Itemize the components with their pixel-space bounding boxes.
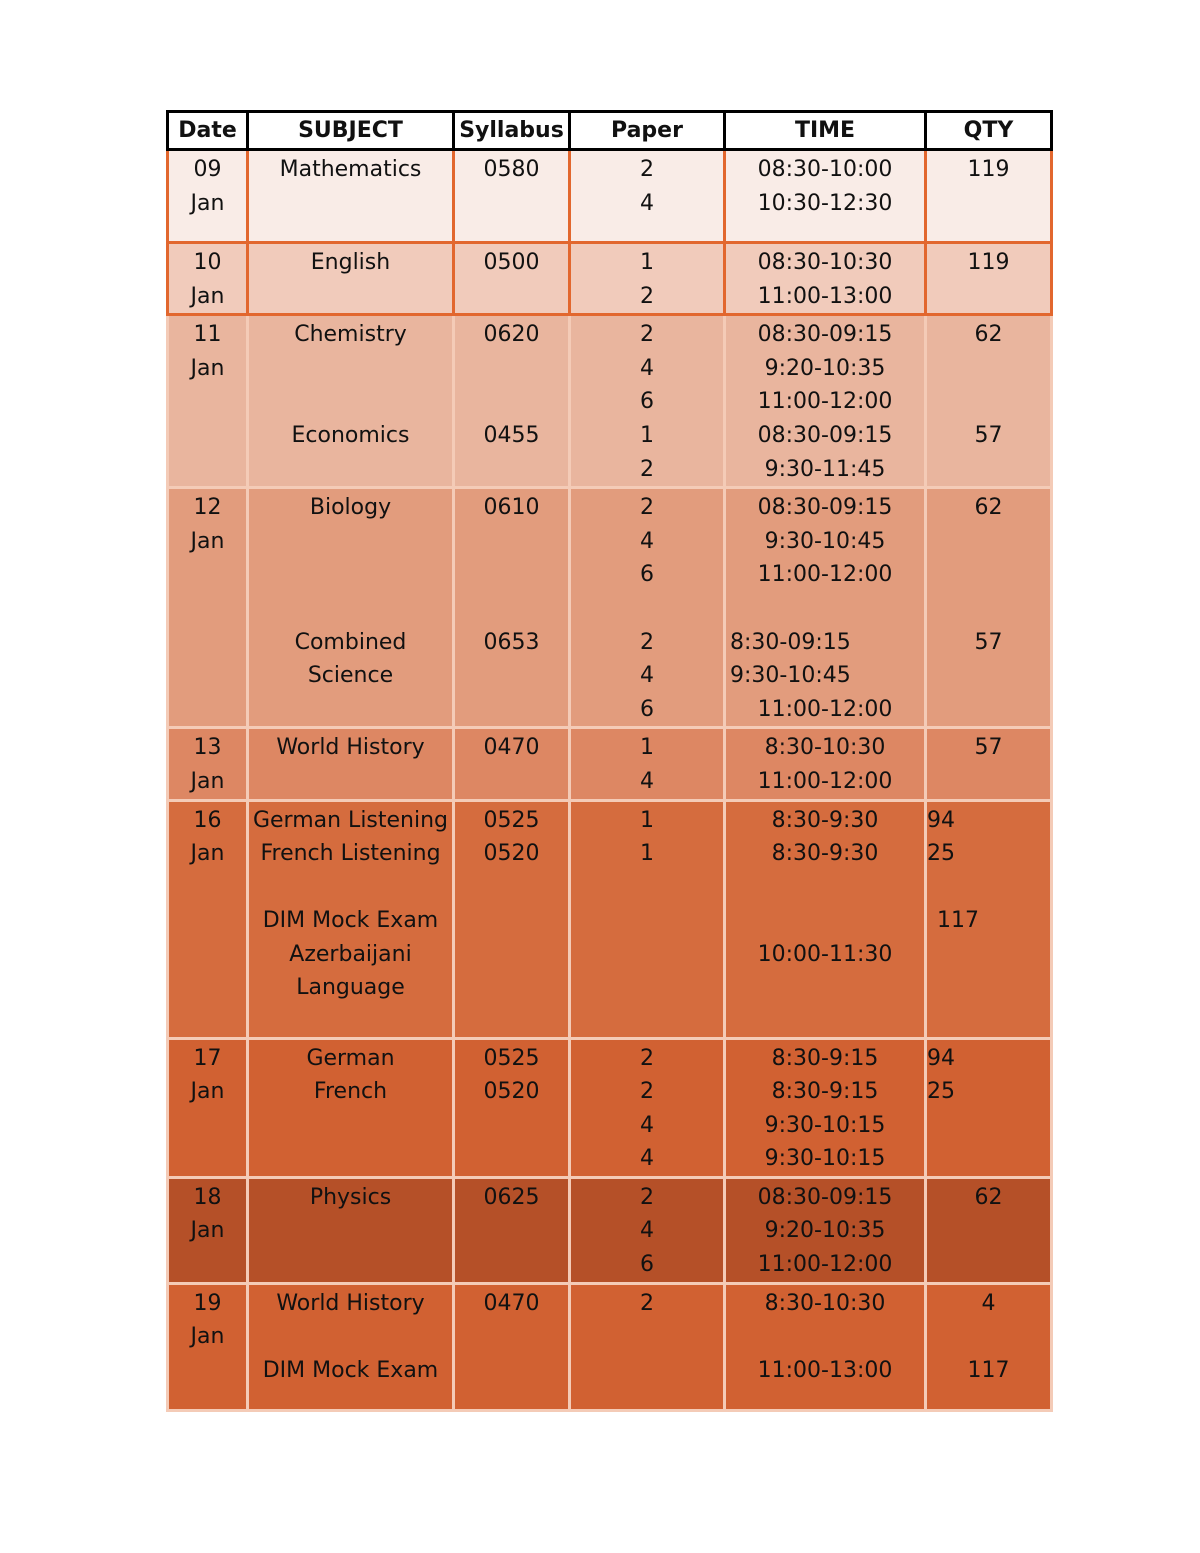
subject-line: German Listening xyxy=(252,807,449,833)
subject-line: Science xyxy=(307,663,394,689)
qty-line: 57 xyxy=(974,422,1003,448)
time-cell xyxy=(725,1283,926,1410)
syllabus-cell xyxy=(454,243,570,315)
date-cell xyxy=(168,728,248,800)
subject-cell xyxy=(248,800,454,1038)
time-line: 08:30-09:15 xyxy=(757,422,893,448)
subject-line: DIM Mock Exam xyxy=(262,908,439,934)
qty-line: 119 xyxy=(967,157,1010,182)
subject-line: French Listening xyxy=(260,841,441,867)
syllabus-line: 0620 xyxy=(483,322,540,348)
qty-line: 25 xyxy=(927,841,955,867)
subject-line: Physics xyxy=(309,1184,392,1210)
date-line: Jan xyxy=(190,768,225,794)
time-line: 11:00-13:00 xyxy=(757,1357,893,1383)
paper-line: 6 xyxy=(640,1252,654,1278)
syllabus-line: 0470 xyxy=(483,1290,540,1316)
paper-line: 4 xyxy=(640,1218,654,1244)
syllabus-line: 0500 xyxy=(483,250,540,275)
qty-line: 57 xyxy=(974,735,1003,761)
syllabus-line xyxy=(455,352,568,386)
qty-line: 94 xyxy=(927,807,955,833)
subject-cell xyxy=(248,728,454,800)
time-line: 8:30-10:30 xyxy=(764,1290,886,1316)
time-line: 10:00-11:30 xyxy=(757,941,893,967)
paper-line: 6 xyxy=(640,562,654,588)
syllabus-cell xyxy=(454,488,570,728)
qty-line: 25 xyxy=(927,1079,955,1105)
time-line: 11:00-12:00 xyxy=(757,696,893,722)
qty-line xyxy=(927,871,1050,905)
exam-schedule-table xyxy=(166,110,1053,1412)
date-line: Jan xyxy=(190,283,225,309)
subject-line: Language xyxy=(296,975,405,1001)
subject-line xyxy=(249,352,452,386)
schedule-row xyxy=(168,728,1052,800)
schedule-row xyxy=(168,315,1052,488)
syllabus-line xyxy=(455,592,568,626)
subject-line: German xyxy=(306,1045,395,1071)
time-line: 9:30-10:15 xyxy=(764,1146,886,1172)
subject-cell xyxy=(248,243,454,315)
schedule-body xyxy=(168,150,1052,1411)
header-row xyxy=(168,112,1052,150)
header-subject: SUBJECT xyxy=(248,112,454,150)
paper-line: 2 xyxy=(640,322,654,348)
date-line: Jan xyxy=(190,190,225,216)
syllabus-line: 0520 xyxy=(483,841,540,867)
paper-line: 4 xyxy=(640,768,654,794)
date-cell xyxy=(168,488,248,728)
subject-cell xyxy=(248,315,454,488)
syllabus-cell xyxy=(454,728,570,800)
schedule-row xyxy=(168,488,1052,728)
subject-line: Economics xyxy=(291,422,410,448)
header-syllabus: Syllabus xyxy=(454,112,570,150)
time-line: 8:30-9:15 xyxy=(771,1079,879,1105)
paper-line: 2 xyxy=(640,1045,654,1071)
time-line: 10:30-12:30 xyxy=(757,190,893,216)
time-line: 8:30-9:30 xyxy=(771,807,879,833)
time-line: 11:00-12:00 xyxy=(757,389,893,415)
paper-line: 4 xyxy=(640,663,654,689)
header-qty: QTY xyxy=(926,112,1052,150)
syllabus-cell xyxy=(454,150,570,243)
paper-cell xyxy=(570,800,725,1038)
subject-cell xyxy=(248,1177,454,1283)
paper-line: 2 xyxy=(640,495,654,521)
syllabus-cell xyxy=(454,1177,570,1283)
subject-cell xyxy=(248,1283,454,1410)
time-line: 8:30-9:30 xyxy=(771,841,879,867)
qty-cell xyxy=(926,800,1052,1038)
header-time: TIME xyxy=(725,112,926,150)
subject-line xyxy=(249,1320,452,1354)
subject-cell xyxy=(248,150,454,243)
paper-line: 1 xyxy=(640,250,654,275)
schedule-row xyxy=(168,1283,1052,1410)
time-line xyxy=(726,1320,924,1354)
paper-line: 1 xyxy=(640,807,654,833)
qty-line xyxy=(927,525,1050,559)
syllabus-line: 0610 xyxy=(483,495,540,521)
time-line xyxy=(726,904,924,938)
qty-line xyxy=(927,592,1050,626)
subject-line xyxy=(249,558,452,592)
syllabus-line: 0455 xyxy=(483,422,540,448)
time-cell xyxy=(725,728,926,800)
subject-line xyxy=(249,525,452,559)
paper-line: 2 xyxy=(640,456,654,482)
qty-line xyxy=(927,385,1050,419)
schedule-row xyxy=(168,1038,1052,1177)
paper-line: 2 xyxy=(640,283,654,309)
date-line: 12 xyxy=(193,495,222,521)
qty-line: 62 xyxy=(974,322,1003,348)
paper-line: 4 xyxy=(640,190,654,216)
qty-line: 4 xyxy=(981,1290,996,1316)
qty-line: 117 xyxy=(937,908,979,934)
paper-cell xyxy=(570,150,725,243)
qty-line xyxy=(927,1320,1050,1354)
subject-line xyxy=(249,592,452,626)
qty-cell xyxy=(926,728,1052,800)
qty-line xyxy=(927,558,1050,592)
date-line: Jan xyxy=(190,841,225,867)
paper-line: 2 xyxy=(640,629,654,655)
date-line: 19 xyxy=(193,1290,222,1316)
time-line: 9:30-11:45 xyxy=(764,456,886,482)
subject-line xyxy=(249,871,452,905)
syllabus-line xyxy=(455,558,568,592)
time-line: 11:00-12:00 xyxy=(757,1252,893,1278)
date-line: Jan xyxy=(190,1218,225,1244)
subject-line: Biology xyxy=(309,495,392,521)
subject-cell xyxy=(248,1038,454,1177)
syllabus-cell xyxy=(454,800,570,1038)
header-date: Date xyxy=(168,112,248,150)
time-line: 8:30-09:15 xyxy=(730,629,851,655)
qty-cell xyxy=(926,1177,1052,1283)
date-cell xyxy=(168,800,248,1038)
time-line: 08:30-09:15 xyxy=(757,495,893,521)
paper-line: 4 xyxy=(640,355,654,381)
time-line: 9:30-10:15 xyxy=(764,1112,886,1138)
time-line: 8:30-10:30 xyxy=(764,735,886,761)
paper-line: 4 xyxy=(640,528,654,554)
syllabus-line: 0525 xyxy=(483,1045,540,1071)
schedule-row xyxy=(168,1177,1052,1283)
time-line: 9:30-10:45 xyxy=(730,663,851,689)
syllabus-line xyxy=(455,525,568,559)
qty-line: 117 xyxy=(967,1357,1010,1383)
syllabus-line: 0580 xyxy=(483,157,540,182)
time-cell xyxy=(725,243,926,315)
date-cell xyxy=(168,315,248,488)
syllabus-line: 0625 xyxy=(483,1184,540,1210)
qty-cell xyxy=(926,1283,1052,1410)
time-line xyxy=(726,871,924,905)
time-line: 8:30-9:15 xyxy=(771,1045,879,1071)
header-paper: Paper xyxy=(570,112,725,150)
exam-schedule-sheet xyxy=(166,110,1053,1412)
date-line: Jan xyxy=(190,528,225,554)
paper-line: 6 xyxy=(640,389,654,415)
date-line: 18 xyxy=(193,1184,222,1210)
syllabus-line: 0525 xyxy=(483,807,540,833)
qty-cell xyxy=(926,315,1052,488)
schedule-row xyxy=(168,243,1052,315)
date-cell xyxy=(168,243,248,315)
date-line: Jan xyxy=(190,1324,225,1350)
qty-cell xyxy=(926,243,1052,315)
time-line: 11:00-13:00 xyxy=(757,283,893,309)
qty-cell xyxy=(926,488,1052,728)
syllabus-line: 0470 xyxy=(483,735,540,761)
qty-line: 57 xyxy=(974,629,1003,655)
subject-line: World History xyxy=(276,735,425,761)
subject-line: Chemistry xyxy=(294,322,407,348)
time-cell xyxy=(725,315,926,488)
date-line: 09 xyxy=(193,157,222,182)
paper-line: 2 xyxy=(640,1184,654,1210)
date-cell xyxy=(168,1283,248,1410)
time-cell xyxy=(725,800,926,1038)
paper-line: 4 xyxy=(640,1146,654,1172)
qty-line: 62 xyxy=(974,495,1003,521)
subject-line: DIM Mock Exam xyxy=(262,1357,439,1383)
time-cell xyxy=(725,1177,926,1283)
paper-line: 6 xyxy=(640,696,654,722)
time-line xyxy=(726,592,924,626)
subject-line: Combined xyxy=(294,629,407,655)
subject-line xyxy=(249,385,452,419)
paper-line: 1 xyxy=(640,422,654,448)
time-line: 08:30-10:30 xyxy=(757,250,893,275)
time-cell xyxy=(725,488,926,728)
syllabus-line: 0653 xyxy=(483,629,540,655)
paper-line: 2 xyxy=(640,157,654,182)
paper-cell xyxy=(570,315,725,488)
date-line: 11 xyxy=(193,322,222,348)
schedule-row xyxy=(168,150,1052,243)
date-cell xyxy=(168,1177,248,1283)
paper-line: 4 xyxy=(640,1112,654,1138)
qty-line: 94 xyxy=(927,1045,955,1071)
paper-cell xyxy=(570,243,725,315)
paper-cell xyxy=(570,488,725,728)
date-line: 13 xyxy=(193,735,222,761)
time-line: 08:30-09:15 xyxy=(757,322,893,348)
paper-cell xyxy=(570,1177,725,1283)
qty-cell xyxy=(926,150,1052,243)
time-cell xyxy=(725,1038,926,1177)
time-line: 08:30-09:15 xyxy=(757,1184,893,1210)
date-line: Jan xyxy=(190,1079,225,1105)
paper-cell xyxy=(570,728,725,800)
paper-line: 2 xyxy=(640,1079,654,1105)
subject-line: Mathematics xyxy=(279,157,422,182)
qty-line xyxy=(927,352,1050,386)
date-line: Jan xyxy=(190,355,225,381)
subject-cell xyxy=(248,488,454,728)
paper-line: 1 xyxy=(640,735,654,761)
time-line: 9:20-10:35 xyxy=(764,1218,886,1244)
time-line: 9:20-10:35 xyxy=(764,355,886,381)
paper-line: 2 xyxy=(640,1290,654,1316)
time-cell xyxy=(725,150,926,243)
paper-line: 1 xyxy=(640,841,654,867)
date-line: 16 xyxy=(193,807,222,833)
subject-line: World History xyxy=(276,1290,425,1316)
syllabus-cell xyxy=(454,315,570,488)
paper-line xyxy=(571,592,723,626)
date-line: 10 xyxy=(193,250,222,275)
time-line: 11:00-12:00 xyxy=(757,768,893,794)
syllabus-line: 0520 xyxy=(483,1079,540,1105)
time-line: 08:30-10:00 xyxy=(757,157,893,182)
date-cell xyxy=(168,150,248,243)
qty-line: 119 xyxy=(967,250,1010,275)
paper-cell xyxy=(570,1283,725,1410)
date-cell xyxy=(168,1038,248,1177)
time-line: 11:00-12:00 xyxy=(757,562,893,588)
syllabus-line xyxy=(455,385,568,419)
syllabus-cell xyxy=(454,1283,570,1410)
qty-cell xyxy=(926,1038,1052,1177)
paper-cell xyxy=(570,1038,725,1177)
subject-line: English xyxy=(310,250,391,275)
subject-line: French xyxy=(313,1079,388,1105)
subject-line: Azerbaijani xyxy=(289,941,412,967)
schedule-row xyxy=(168,800,1052,1038)
qty-line: 62 xyxy=(974,1184,1003,1210)
date-line: 17 xyxy=(193,1045,222,1071)
syllabus-cell xyxy=(454,1038,570,1177)
time-line: 9:30-10:45 xyxy=(764,528,886,554)
